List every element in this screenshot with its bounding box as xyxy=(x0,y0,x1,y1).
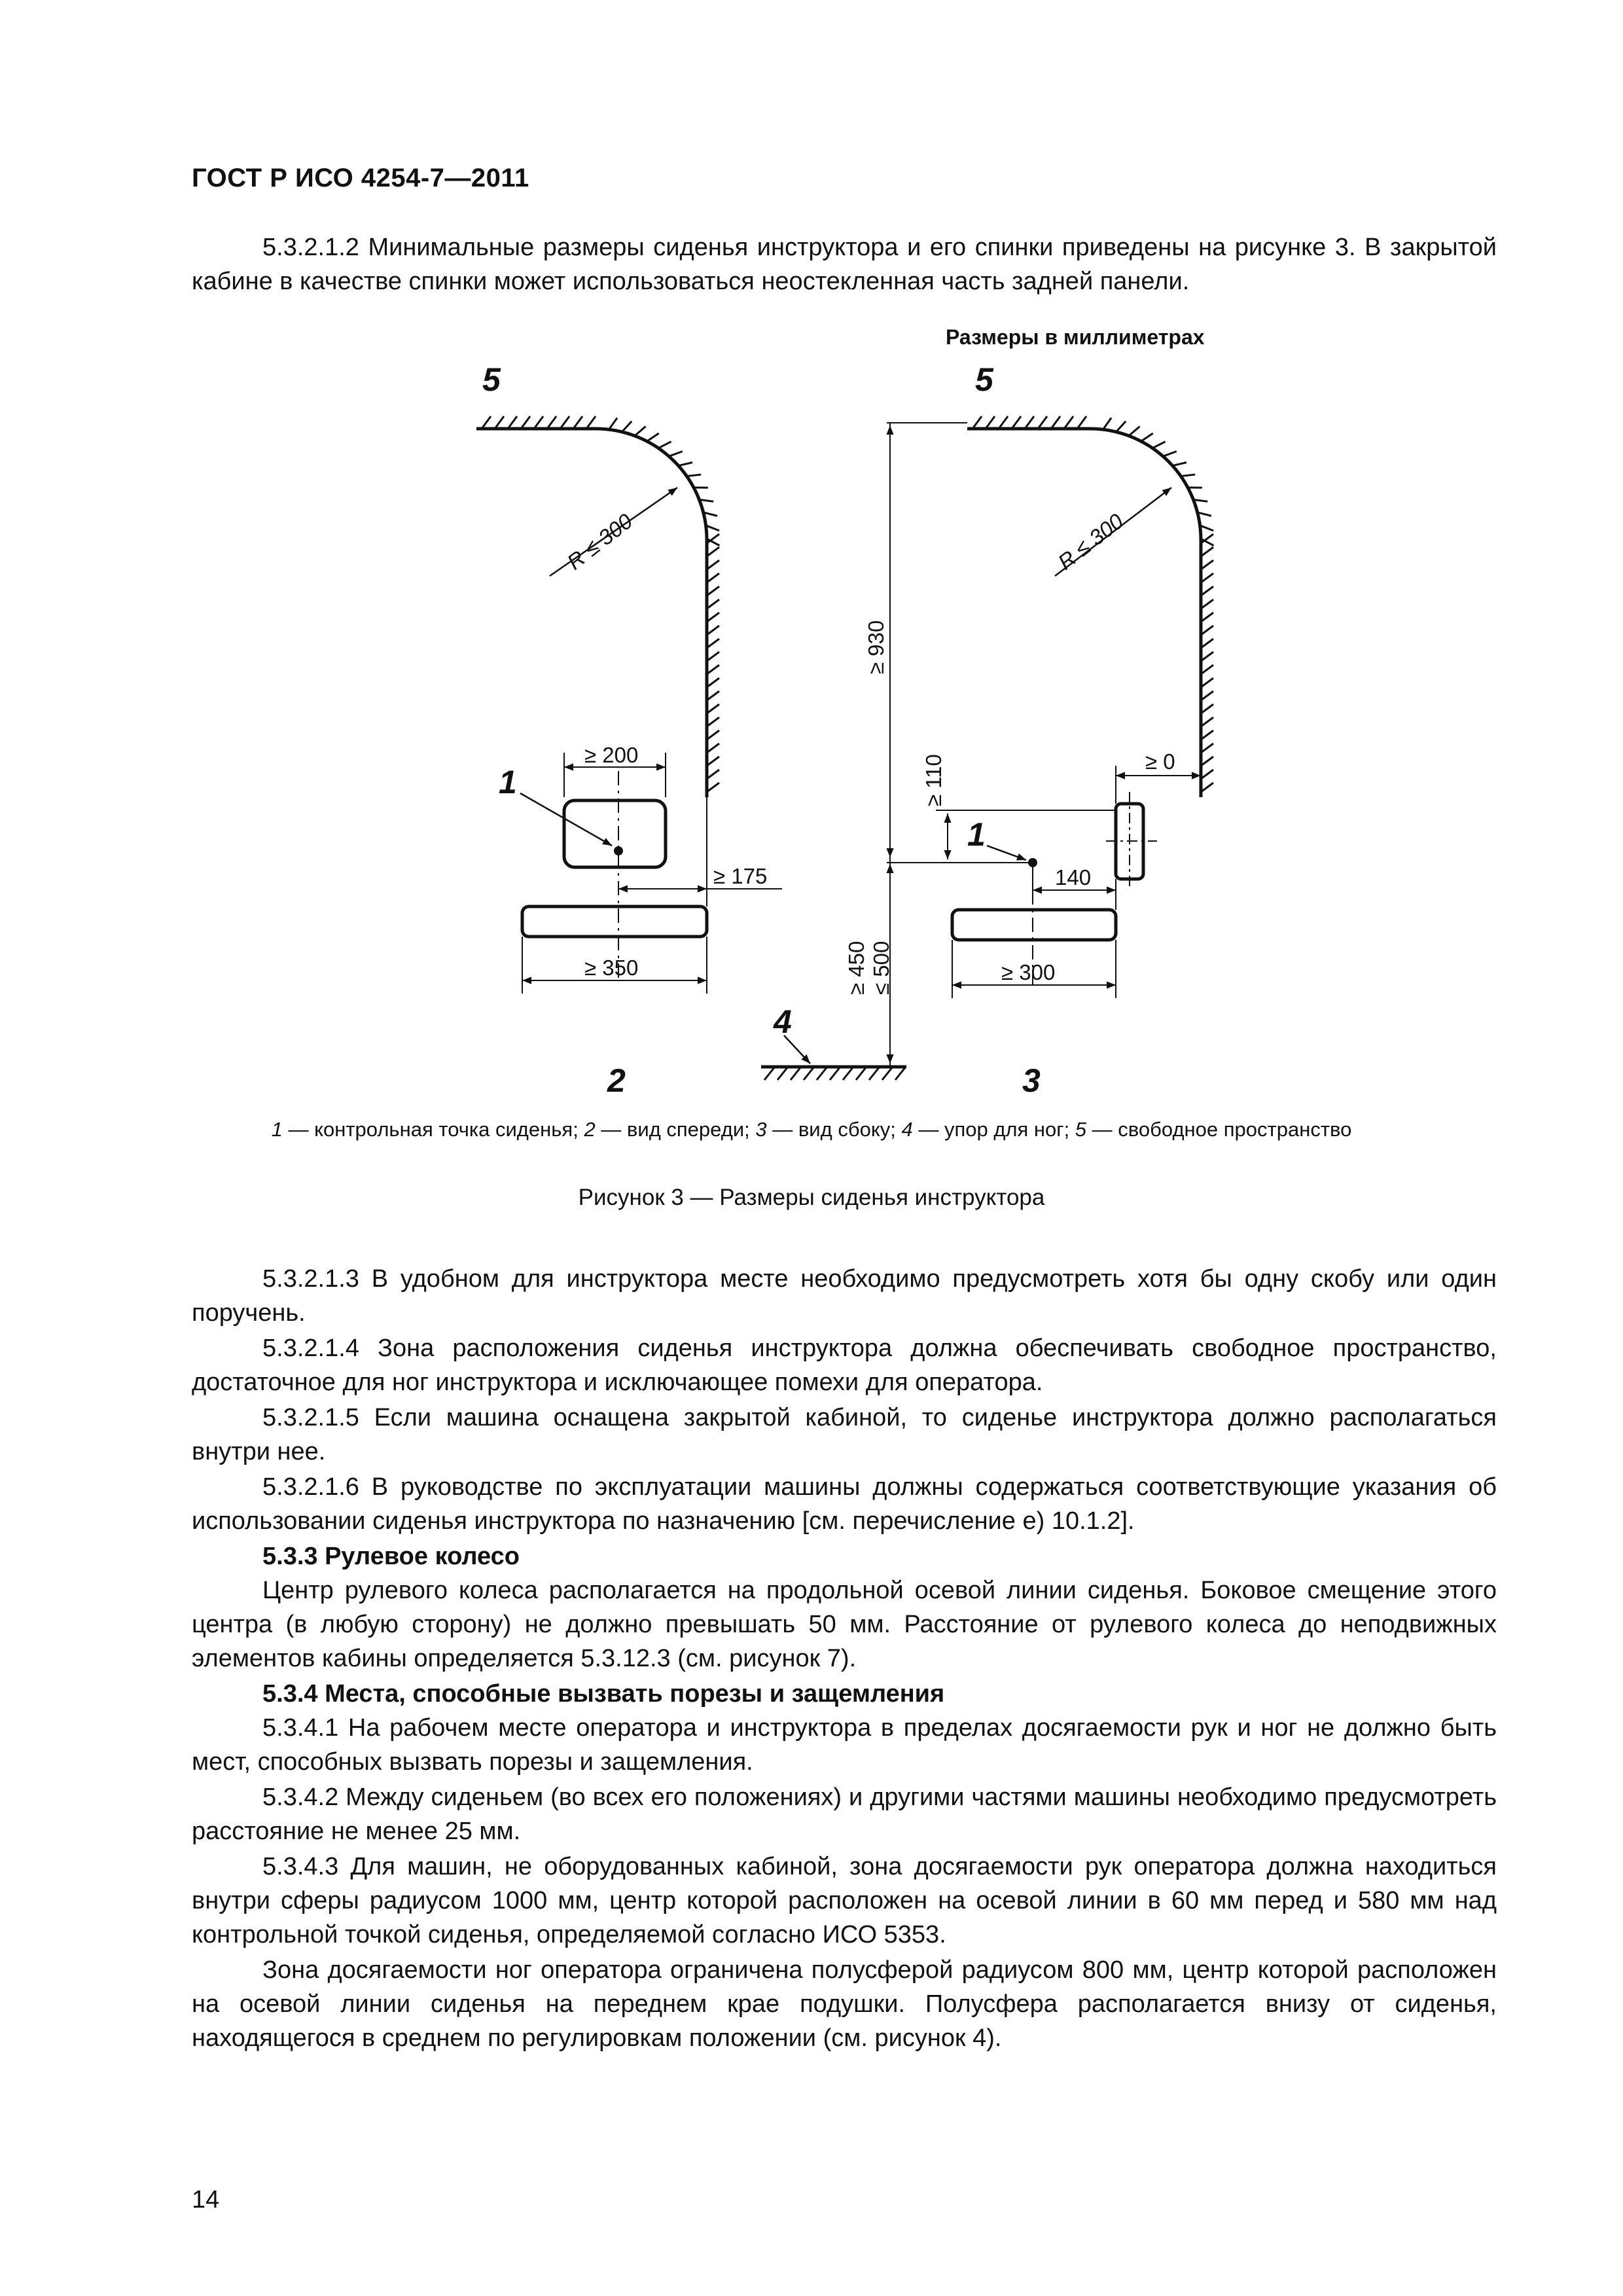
page-number: 14 xyxy=(192,2186,220,2214)
radius-right: R ≤ 300 xyxy=(1053,509,1128,575)
hatch-stroke xyxy=(1201,783,1213,792)
dim-450: ≥ 450 xyxy=(844,941,868,995)
hatch-stroke xyxy=(609,418,617,429)
hatch-stroke xyxy=(707,730,719,740)
hatch-stroke xyxy=(1201,730,1213,740)
hatch-stroke xyxy=(804,1067,814,1080)
hatch-stroke xyxy=(972,416,982,429)
hatch-stroke xyxy=(1163,452,1177,457)
hatch-stroke xyxy=(1201,770,1213,779)
hatch-stroke xyxy=(830,1067,840,1080)
intro-paragraph: 5.3.2.1.2 Минимальные размеры сиденья инструктора и его спинки приведены на рисунке 3. В закрытой кабине в качестве спинки может использоваться неостекленная часть задней панели. xyxy=(192,234,1497,295)
hatch-stroke xyxy=(635,427,646,436)
hatch-stroke xyxy=(707,652,719,661)
legend-t3: — вид сбоку; xyxy=(766,1118,902,1141)
hatch-stroke xyxy=(521,416,530,429)
hatch-stroke xyxy=(707,573,719,583)
seat-dimensions-figure xyxy=(0,0,1623,1113)
section-heading-5-3-4: 5.3.4 Места, способные вызвать порезы и защемления xyxy=(262,1680,945,1708)
hatch-stroke xyxy=(707,586,719,596)
paragraph-5-3-4-1: 5.3.4.1 На рабочем месте оператора и инструктора в пределах досягаемости рук и ног не должно быть мест, способных вызвать порезы и защемления. xyxy=(192,1714,1497,1776)
hatch-stroke xyxy=(622,422,632,432)
hatch-stroke xyxy=(586,416,596,429)
paragraph-5-3-4-2: 5.3.4.2 Между сиденьем (во всех его положениях) и другими частями машины необходимо предусмотреть расстояние не менее 25 мм. xyxy=(192,1784,1497,1845)
paragraph-5-3-2-1-5: 5.3.2.1.5 Если машина оснащена закрытой кабиной, то сиденье инструктора должно располагаться внутри нее. xyxy=(192,1404,1497,1465)
hatch-stroke xyxy=(707,665,719,674)
label-5-right: 5 xyxy=(975,361,993,398)
cushion-side xyxy=(952,910,1116,940)
hatch-stroke xyxy=(986,416,995,429)
dim-110: ≥ 110 xyxy=(921,754,946,806)
legend-t2: — вид спереди; xyxy=(595,1118,756,1141)
hatch-stroke xyxy=(707,560,719,569)
label-1-left: 1 xyxy=(499,764,517,800)
hatch-stroke xyxy=(707,717,719,726)
hatch-stroke xyxy=(1201,757,1213,766)
hatch-stroke xyxy=(999,416,1008,429)
front-view xyxy=(476,416,782,994)
radius-left: R ≤ 300 xyxy=(562,509,637,575)
hatch-stroke xyxy=(1129,427,1140,436)
hatch-stroke xyxy=(1077,416,1086,429)
hatch-stroke xyxy=(1181,475,1195,476)
hatch-stroke xyxy=(843,1067,853,1080)
hatch-stroke xyxy=(1201,586,1213,596)
legend-n3: 3 xyxy=(755,1118,767,1141)
hatch-stroke xyxy=(791,1067,801,1080)
label-4: 4 xyxy=(774,1003,792,1040)
hatch-stroke xyxy=(669,452,683,457)
hatch-stroke xyxy=(707,613,719,622)
legend-t5: — свободное пространство xyxy=(1086,1118,1352,1141)
hatch-stroke xyxy=(1152,442,1166,448)
hatch-stroke xyxy=(707,744,719,753)
hatch-stroke xyxy=(687,475,701,476)
hatch-stroke xyxy=(482,416,491,429)
hatch-stroke xyxy=(1201,652,1213,661)
dim-140: 140 xyxy=(1055,865,1092,889)
hatch-stroke xyxy=(882,1067,893,1080)
hatch-stroke xyxy=(1141,433,1153,441)
hatch-stroke xyxy=(1201,573,1213,583)
hatch-stroke xyxy=(1201,639,1213,648)
cushion-front xyxy=(522,906,707,937)
hatch-stroke xyxy=(1201,665,1213,674)
label-2: 2 xyxy=(607,1062,626,1099)
hatch-stroke xyxy=(764,1067,775,1080)
label-5-left: 5 xyxy=(482,361,501,398)
units-note: Размеры в миллиметрах xyxy=(946,325,1205,349)
hatch-stroke xyxy=(508,416,517,429)
hatch-stroke xyxy=(560,416,569,429)
hatch-stroke xyxy=(1201,547,1213,556)
hatch-stroke xyxy=(1012,416,1021,429)
hatch-stroke xyxy=(495,416,504,429)
figure-caption: Рисунок 3 — Размеры сиденья инструктора xyxy=(578,1185,1045,1210)
legend-n4: 4 xyxy=(901,1118,913,1141)
hatch-stroke xyxy=(1201,678,1213,687)
hatch-stroke xyxy=(1201,691,1213,700)
hatch-stroke xyxy=(707,678,719,687)
hatch-stroke xyxy=(856,1067,866,1080)
paragraph-leg-reach: Зона досягаемости ног оператора ограничена полусферой радиусом 800 мм, центр которой расположен на осевой линии сиденья на переднем крае подушки. Полусфера располагается внизу от сиденья, находящегося в среднем по регулировкам положении (см. рисунок 4). xyxy=(192,1956,1497,2052)
hatch-stroke xyxy=(707,547,719,556)
hatch-stroke xyxy=(534,416,543,429)
legend-t4: — упор для ног; xyxy=(912,1118,1075,1141)
hatch-stroke xyxy=(1201,600,1213,609)
dim-350: ≥ 350 xyxy=(584,956,639,980)
hatch-stroke xyxy=(679,462,692,465)
hatch-stroke xyxy=(1201,626,1213,635)
hatch-stroke xyxy=(707,770,719,779)
free-space-boundary-left xyxy=(476,429,707,797)
hatch-stroke xyxy=(1201,717,1213,726)
hatch-stroke xyxy=(1201,744,1213,753)
hatch-stroke xyxy=(707,757,719,766)
hatch-stroke xyxy=(1025,416,1034,429)
hatch-stroke xyxy=(658,442,671,448)
dim-500: ≤ 500 xyxy=(869,941,893,995)
dim-300: ≥ 300 xyxy=(1001,960,1056,984)
hatch-stroke xyxy=(1038,416,1047,429)
hatch-stroke xyxy=(817,1067,827,1080)
hatch-stroke xyxy=(707,783,719,792)
hatch-stroke xyxy=(1201,704,1213,713)
hatch-stroke xyxy=(547,416,556,429)
label-1-right: 1 xyxy=(967,816,986,853)
hatch-stroke xyxy=(1103,418,1111,429)
backrest-front xyxy=(564,800,666,867)
paragraph-5-3-2-1-3: 5.3.2.1.3 В удобном для инструктора месте необходимо предусмотреть хотя бы одну скобу или один поручень. xyxy=(192,1265,1497,1327)
hatch-stroke xyxy=(1051,416,1060,429)
legend-t1: — контрольная точка сиденья; xyxy=(282,1118,584,1141)
section-heading-5-3-3: 5.3.3 Рулевое колесо xyxy=(262,1543,520,1570)
dim-0: ≥ 0 xyxy=(1145,749,1175,774)
paragraph-5-3-2-1-4: 5.3.2.1.4 Зона расположения сиденья инструктора должна обеспечивать свободное пространство, достаточное для ног инструктора и исключающее помехи для оператора. xyxy=(192,1335,1497,1396)
hatch-stroke xyxy=(777,1067,788,1080)
side-view xyxy=(761,416,1213,1080)
hatch-stroke xyxy=(573,416,582,429)
hatch-stroke xyxy=(707,639,719,648)
hatch-stroke xyxy=(707,691,719,700)
dim-200: ≥ 200 xyxy=(584,743,639,767)
legend-n5: 5 xyxy=(1075,1118,1087,1141)
hatch-stroke xyxy=(1064,416,1073,429)
hatch-stroke xyxy=(1116,422,1126,432)
dim-175: ≥ 175 xyxy=(713,864,768,888)
hatch-stroke xyxy=(869,1067,880,1080)
hatch-stroke xyxy=(707,626,719,635)
dim-930: ≥ 930 xyxy=(864,620,888,674)
hatch-stroke xyxy=(895,1067,906,1080)
paragraph-steering-wheel: Центр рулевого колеса располагается на продольной осевой линии сиденья. Боковое смещение этого центра (в любую сторону) не должно превышать 50 мм. Расстояние от рулевого колеса до неподвижных элементов кабины определяется 5.3.12.3 (см. рисунок 7). xyxy=(192,1577,1497,1672)
legend-n2: 2 xyxy=(584,1118,596,1141)
document-header: ГОСТ Р ИСО 4254-7—2011 xyxy=(192,164,529,192)
paragraph-5-3-2-1-6: 5.3.2.1.6 В руководстве по эксплуатации машины должны содержаться соответствующие указания об использовании сиденья инструктора по назначению [см. перечисление е) 10.1.2]. xyxy=(192,1473,1497,1535)
hatch-stroke xyxy=(707,704,719,713)
hatch-stroke xyxy=(1201,560,1213,569)
legend-n1: 1 xyxy=(271,1118,283,1141)
hatch-stroke xyxy=(1201,613,1213,622)
hatch-stroke xyxy=(647,433,659,441)
hatch-stroke xyxy=(707,600,719,609)
figure-legend xyxy=(0,1118,1623,1141)
label-3: 3 xyxy=(1022,1062,1041,1099)
free-space-boundary-right xyxy=(967,429,1201,797)
hatch-stroke xyxy=(1173,462,1186,465)
paragraph-5-3-4-3: 5.3.4.3 Для машин, не оборудованных кабиной, зона досягаемости рук оператора должна находиться внутри сферы радиусом 1000 мм, центр которой расположен на осевой линии в 60 мм перед и 580 мм над контрольной точкой сиденья, определяемой согласно ИСО 5353. xyxy=(192,1853,1497,1948)
